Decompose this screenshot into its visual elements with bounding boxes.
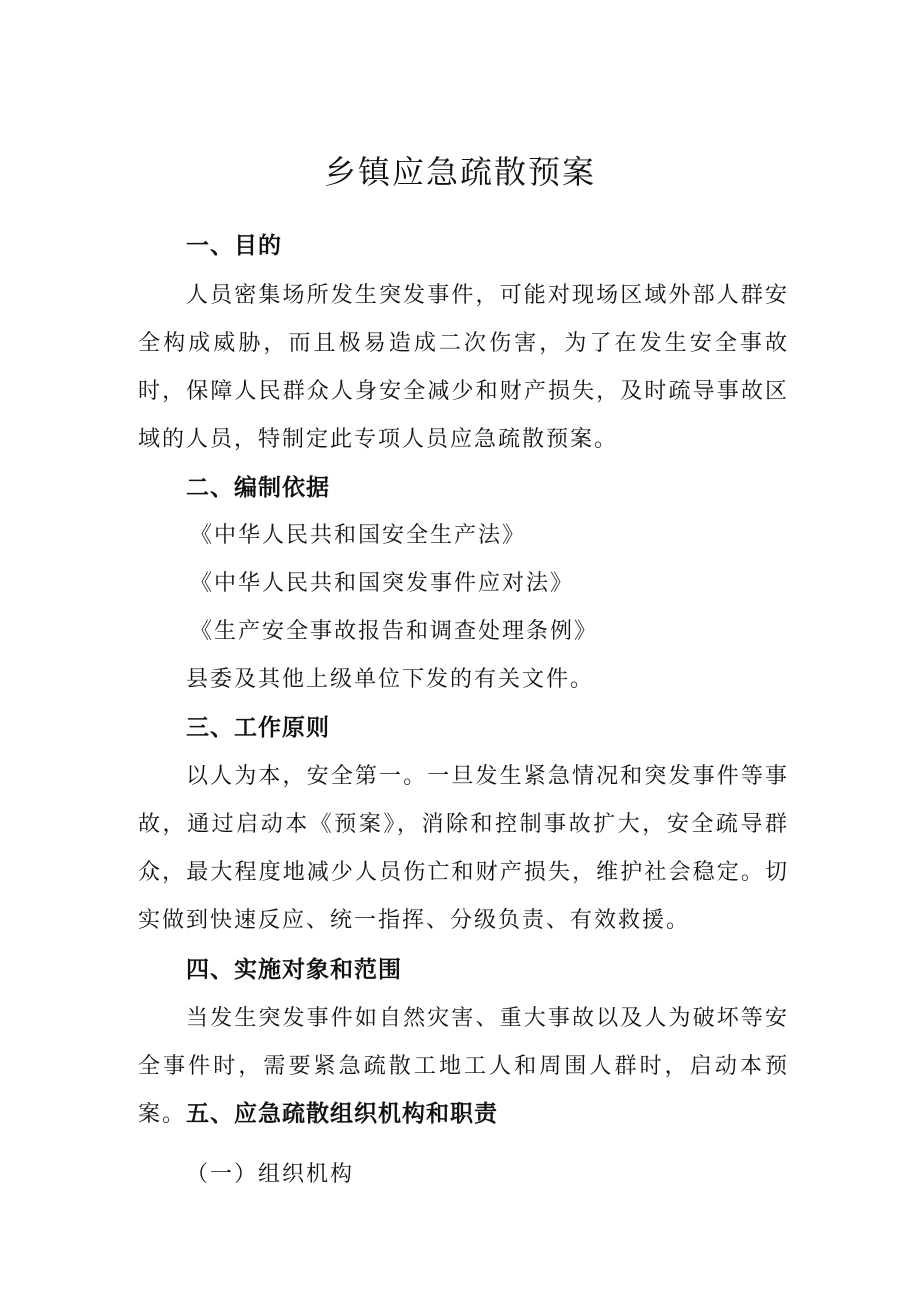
- basis-item-accident-regulation: 《生产安全事故报告和调查处理条例》: [190, 619, 599, 644]
- section-paragraph-scope: 当发生突发事件如自然灾害、重大事故以及人为破坏等安全事件时，需要紧急疏散工地工人和周围人群时，启动本预案。: [138, 1006, 789, 1127]
- section-paragraph-purpose: 人员密集场所发生突发事件，可能对现场区域外部人群安全构成威胁，而且极易造成二次伤害，为了在发生安全事故时，保障人民群众人身安全减少和财产损失，及时疏导事故区域的人员，特制定此专项人员应急疏散预案。: [138, 283, 789, 452]
- section-heading-basis: 二、编制依据: [186, 475, 330, 501]
- subsection-heading-structure: （一）组织机构: [186, 1162, 355, 1187]
- section-heading-scope: 四、实施对象和范围: [186, 957, 402, 983]
- basis-item-emergency-law: 《中华人民共和国突发事件应对法》: [190, 571, 575, 596]
- basis-item-safety-law: 《中华人民共和国安全生产法》: [190, 523, 527, 548]
- section-heading-purpose: 一、目的: [186, 233, 282, 259]
- basis-item-county-documents: 县委及其他上级单位下发的有关文件。: [186, 667, 595, 692]
- document-title: 乡镇应急疏散预案: [323, 153, 596, 191]
- section-heading-principles: 三、工作原则: [186, 715, 330, 741]
- section-heading-organization: 五、应急疏散组织机构和职责: [186, 1101, 498, 1127]
- section-paragraph-principles: 以人为本，安全第一。一旦发生紧急情况和突发事件等事故，通过启动本《预案》，消除和控制事故扩大，安全疏导群众，最大程度地减少人员伤亡和财产损失，维护社会稳定。切实做到快速反应、统一指挥、分级负责、有效救援。: [138, 764, 789, 933]
